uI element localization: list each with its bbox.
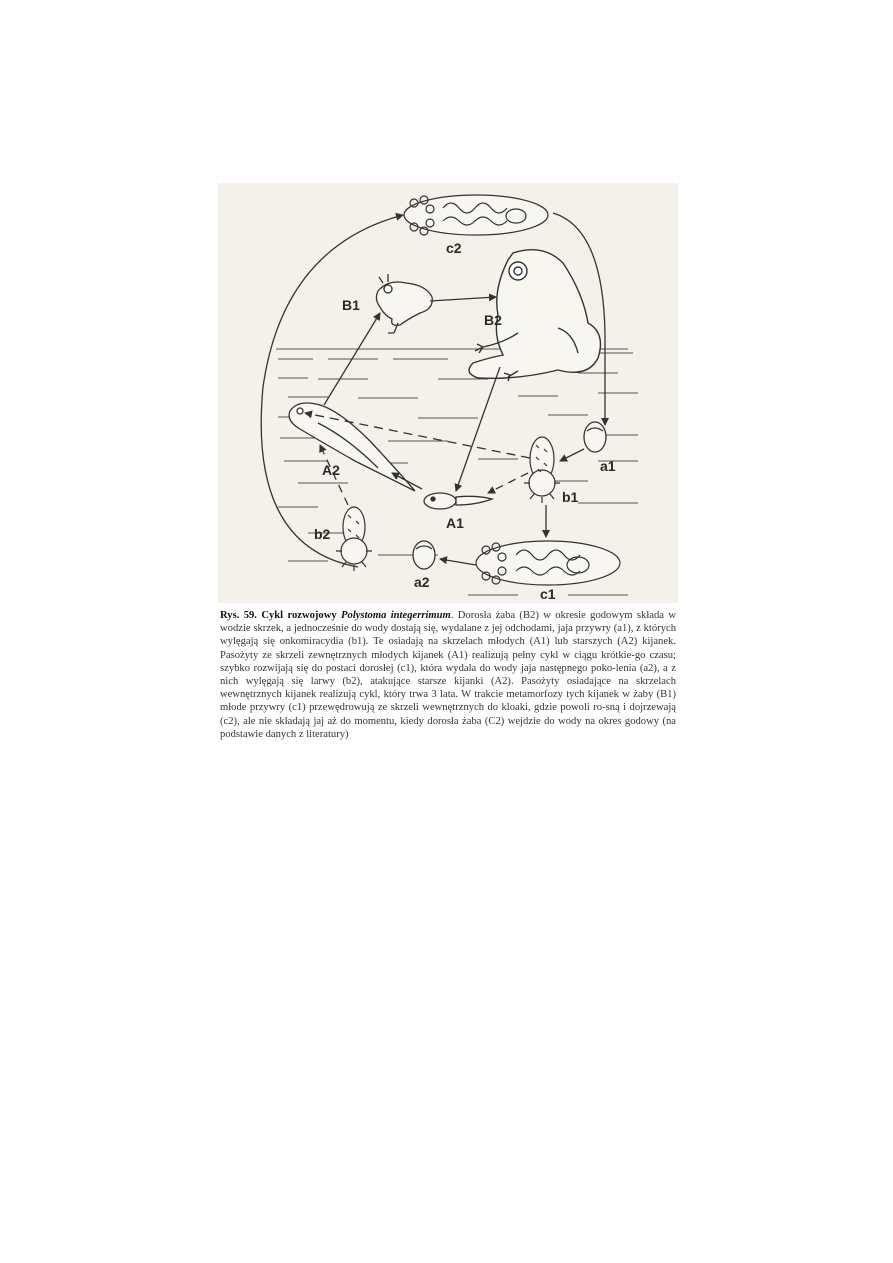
egg-a2-drawing (413, 541, 435, 569)
caption-title: Cykl rozwojowy (261, 610, 337, 621)
adult-parasite-c1-drawing (476, 541, 620, 585)
tadpole-a2-drawing (289, 403, 415, 491)
label-c2: c2 (446, 240, 462, 256)
froglet-b1-drawing (376, 274, 432, 333)
label-a2-tadpole: A2 (322, 462, 340, 478)
adult-parasite-c2-drawing (404, 195, 548, 235)
label-a1: a1 (600, 458, 616, 474)
label-b2-frog: B2 (484, 312, 502, 328)
label-b1-froglet: B1 (342, 297, 360, 313)
caption-ref: Rys. 59. (220, 610, 257, 621)
egg-a1-drawing (584, 422, 606, 452)
tadpole-a1-drawing (424, 493, 492, 509)
label-c1: c1 (540, 586, 556, 602)
larva-b1-drawing (524, 437, 560, 503)
label-b2-larva: b2 (314, 526, 331, 542)
life-cycle-diagram (218, 183, 678, 603)
caption-body: . Dorosła żaba (B2) w okresie godowym składa w wodzie skrzek, a jednocześnie do wody dostają się, wydalane z jej odchodami, jaja przywry (a1), z których wylęgają się onkomiracydia (b1). Te osiadają na skrzelach młodych (A1) lub starszych (A2) kijanek. Pasożyty ze skrzeli zewnętrznych młodych kijanek (A1) realizują pełny cykl w ciągu krótkie-go czasu; szybko rozwijają się do postaci dorosłej (c1), która wydala do wody jaja następnego poko-lenia (a2), a z nich wylęgają się larwy (b2), atakujące starsze kijanki (A2). Pasożyty osiadające na skrzelach wewnętrznych kijanek realizują cykl, który trwa 3 lata. W trakcie metamorfozy tych kijanek w żaby (B1) młode przywry (c1) przewędrowują ze skrzeli wewnętrznych do kloaki, gdzie powoli ro-sną i dojrzewają (c2), ale nie składają jaj aż do momentu, kiedy dorosła żaba (C2) wejdzie do wody na okres godowy (na podstawie danych z literatury) (220, 610, 676, 740)
figure-caption (220, 609, 676, 741)
caption-species: Polystoma integerrimum (341, 610, 451, 621)
label-b1-larva: b1 (562, 489, 579, 505)
label-a1-tadpole: A1 (446, 515, 464, 531)
larva-b2-drawing (336, 507, 372, 571)
label-a2-egg: a2 (414, 574, 430, 590)
